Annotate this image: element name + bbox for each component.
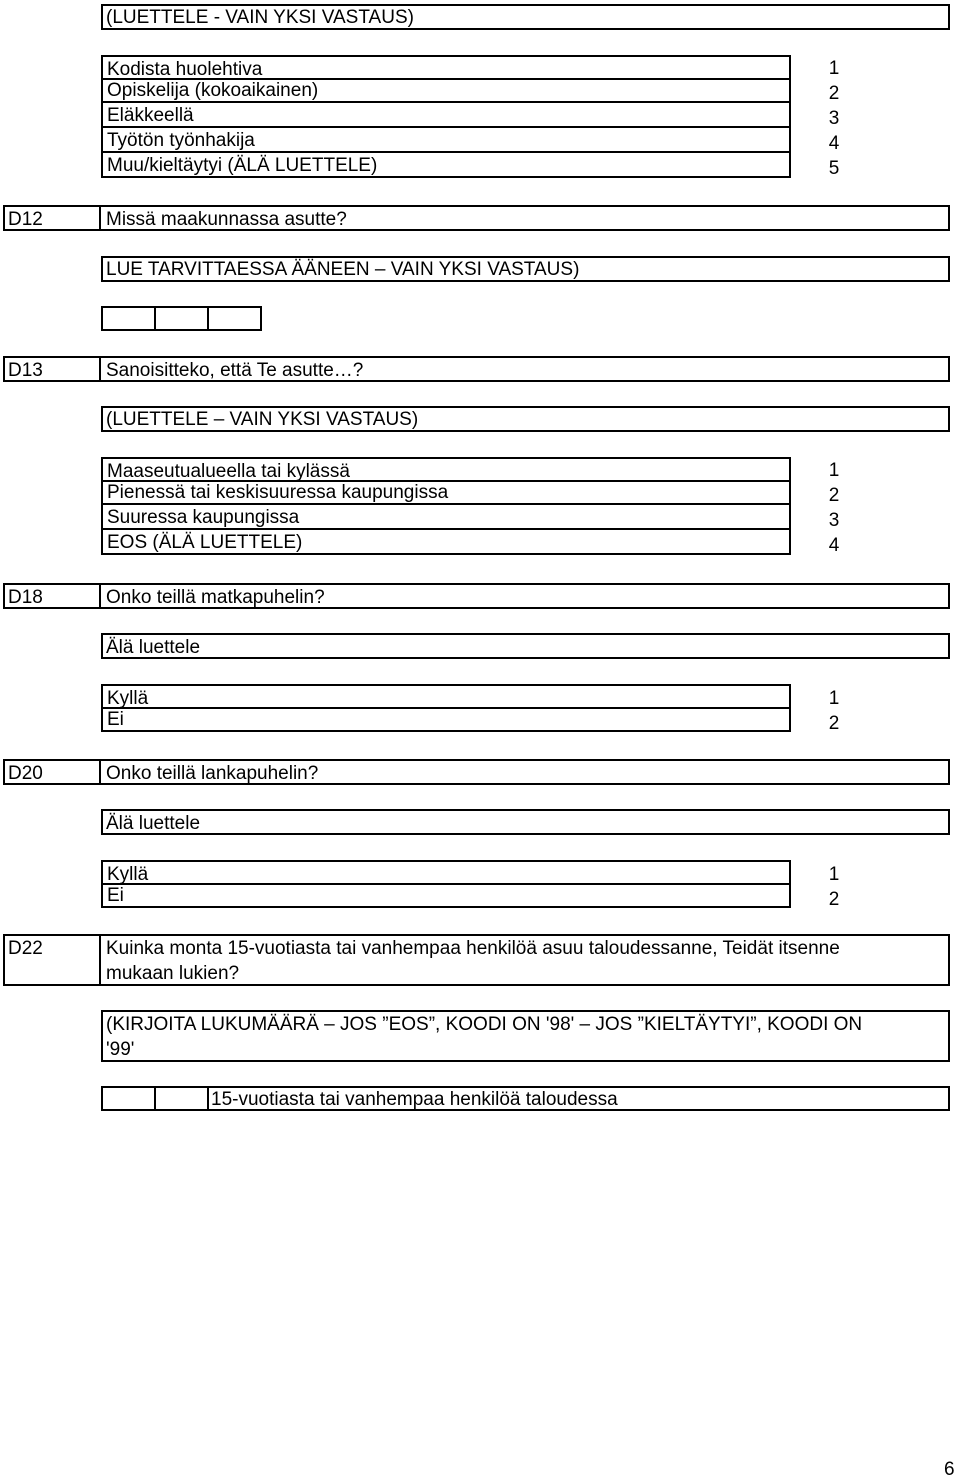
option-code: 4	[828, 133, 840, 154]
question-id: D20	[8, 763, 43, 784]
option-code: 3	[828, 510, 840, 531]
d12-divider	[99, 205, 101, 231]
answer-cell[interactable]	[154, 1086, 209, 1111]
question-id: D22	[8, 938, 43, 959]
list-item[interactable]: Muu/kieltäytyi (ÄLÄ LUETTELE)	[101, 153, 791, 178]
d22-question-line1: Kuinka monta 15-vuotiasta tai vanhempaa henkilöä asuu taloudessanne, Teidät itsenne	[106, 938, 840, 959]
question-id: D12	[8, 209, 43, 230]
option-code: 1	[828, 688, 840, 709]
option-code: 4	[828, 535, 840, 556]
d13-instruction: (LUETTELE – VAIN YKSI VASTAUS)	[106, 409, 419, 430]
list-item[interactable]: Ei	[101, 707, 791, 732]
option-code: 2	[828, 485, 840, 506]
d20-instruction: Älä luettele	[106, 813, 201, 834]
d20-question-text: Onko teillä lankapuhelin?	[106, 763, 319, 784]
d22-answer-label: 15-vuotiasta tai vanhempaa henkilöä taloudessa	[211, 1089, 618, 1110]
d12-question-text: Missä maakunnassa asutte?	[106, 209, 347, 230]
d13-question-text: Sanoisitteko, että Te asutte…?	[106, 360, 364, 381]
d13-divider	[99, 356, 101, 382]
d12-instruction: LUE TARVITTAESSA ÄÄNEEN – VAIN YKSI VASTAUS)	[106, 259, 580, 280]
list-item[interactable]: Opiskelija (kokoaikainen)	[101, 78, 791, 103]
question-id: D18	[8, 587, 43, 608]
d18-question-text: Onko teillä matkapuhelin?	[106, 587, 325, 608]
option-code: 2	[828, 889, 840, 910]
d18-instruction: Älä luettele	[106, 637, 201, 658]
d20-instruction-box	[101, 809, 950, 835]
answer-cell[interactable]	[101, 1086, 156, 1111]
top-instruction: (LUETTELE - VAIN YKSI VASTAUS)	[106, 7, 414, 28]
d22-instruction-line2: '99'	[106, 1039, 135, 1060]
list-item[interactable]: EOS (ÄLÄ LUETTELE)	[101, 530, 791, 555]
d22-instruction-line1: (KIRJOITA LUKUMÄÄRÄ – JOS ”EOS”, KOODI ON '98' – JOS ”KIELTÄYTYI”, KOODI ON	[106, 1014, 863, 1035]
question-id: D13	[8, 360, 43, 381]
option-code: 1	[828, 864, 840, 885]
d20-divider	[99, 759, 101, 785]
option-code: 2	[828, 83, 840, 104]
list-item[interactable]: Kyllä	[101, 860, 791, 885]
list-item[interactable]: Ei	[101, 883, 791, 908]
list-item[interactable]: Kyllä	[101, 684, 791, 709]
d18-instruction-box	[101, 633, 950, 659]
list-item[interactable]: Kodista huolehtiva	[101, 55, 791, 80]
answer-cell[interactable]	[154, 306, 209, 331]
option-code: 3	[828, 108, 840, 129]
option-code: 1	[828, 58, 840, 79]
option-code: 2	[828, 713, 840, 734]
d22-question-line2: mukaan lukien?	[106, 963, 240, 984]
d18-divider	[99, 583, 101, 609]
option-code: 1	[828, 460, 840, 481]
answer-cell[interactable]	[207, 306, 262, 331]
page-number: 6	[944, 1459, 955, 1480]
answer-cell[interactable]	[101, 306, 156, 331]
list-item[interactable]: Maaseutualueella tai kylässä	[101, 457, 791, 482]
option-code: 5	[828, 158, 840, 179]
list-item[interactable]: Työtön työnhakija	[101, 128, 791, 153]
list-item[interactable]: Suuressa kaupungissa	[101, 505, 791, 530]
d22-divider	[99, 934, 101, 986]
list-item[interactable]: Eläkkeellä	[101, 103, 791, 128]
list-item[interactable]: Pienessä tai keskisuuressa kaupungissa	[101, 480, 791, 505]
